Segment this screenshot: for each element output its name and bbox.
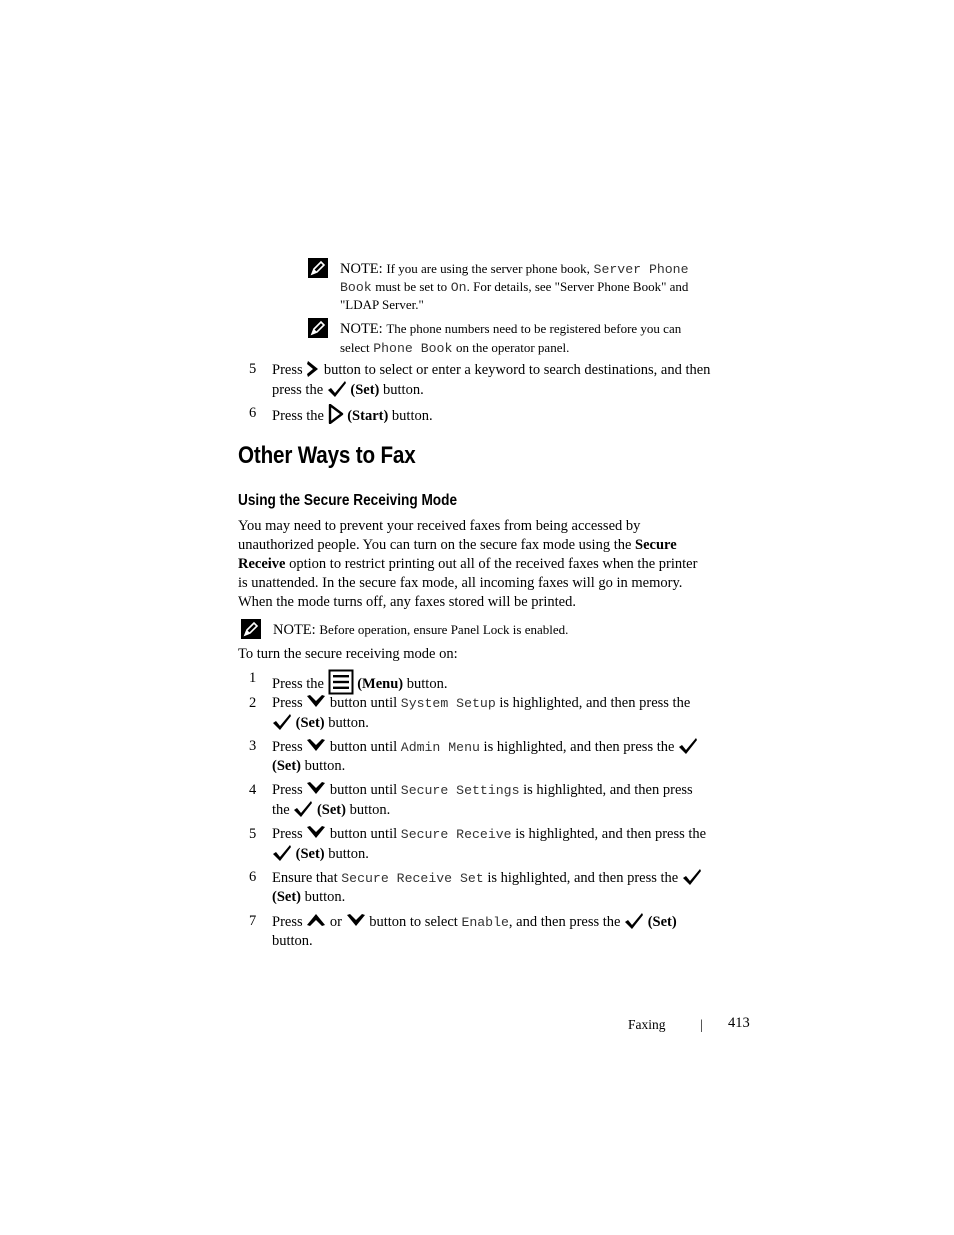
note-panel-lock: NOTE: Before operation, ensure Panel Lock is enabled.: [273, 622, 569, 638]
chevron-down-icon: [306, 694, 326, 708]
check-icon: [624, 912, 644, 930]
chevron-up-icon: [306, 913, 326, 927]
note-pencil-icon: [241, 619, 261, 639]
page-number: 413: [728, 1015, 750, 1031]
note-pencil-icon: [308, 318, 328, 338]
check-icon: [272, 844, 292, 862]
intro-paragraph: You may need to prevent your received faxes from being accessed by unauthorized people. You can turn on the secure fax mode using the Secure Receive option to restrict printing out all of the received faxes when the printer is unattended. In the secure fax mode, all incoming faxes will go in memory. When the mode turns off, any faxes stored will be printed.: [238, 518, 698, 610]
section-heading: Other Ways to Fax: [238, 442, 416, 469]
check-icon: [678, 737, 698, 755]
chevron-down-icon: [306, 825, 326, 839]
chevron-down-icon: [346, 913, 366, 927]
footer-separator: |: [700, 1017, 703, 1032]
note-phone-numbers: NOTE: The phone numbers need to be registered before you can select Phone Book on the operator panel.: [340, 321, 682, 356]
footer-section: Faxing: [628, 1017, 666, 1032]
note-server-phone-book: NOTE: If you are using the server phone book, Server Phone Book must be set to On. For details, see "Server Phone Book" and "LDAP Server.": [340, 261, 689, 312]
chevron-down-icon: [306, 738, 326, 752]
subsection-heading: Using the Secure Receiving Mode: [238, 492, 458, 509]
turn-on-intro: To turn the secure receiving mode on:: [238, 646, 458, 662]
check-icon: [682, 868, 702, 886]
check-icon: [272, 713, 292, 731]
menu-icon: [328, 669, 354, 695]
chevron-down-icon: [306, 781, 326, 795]
start-triangle-icon: [328, 404, 344, 424]
note-pencil-icon: [308, 258, 328, 278]
check-icon: [327, 380, 347, 398]
chevron-right-icon: [306, 360, 320, 378]
check-icon: [293, 800, 313, 818]
